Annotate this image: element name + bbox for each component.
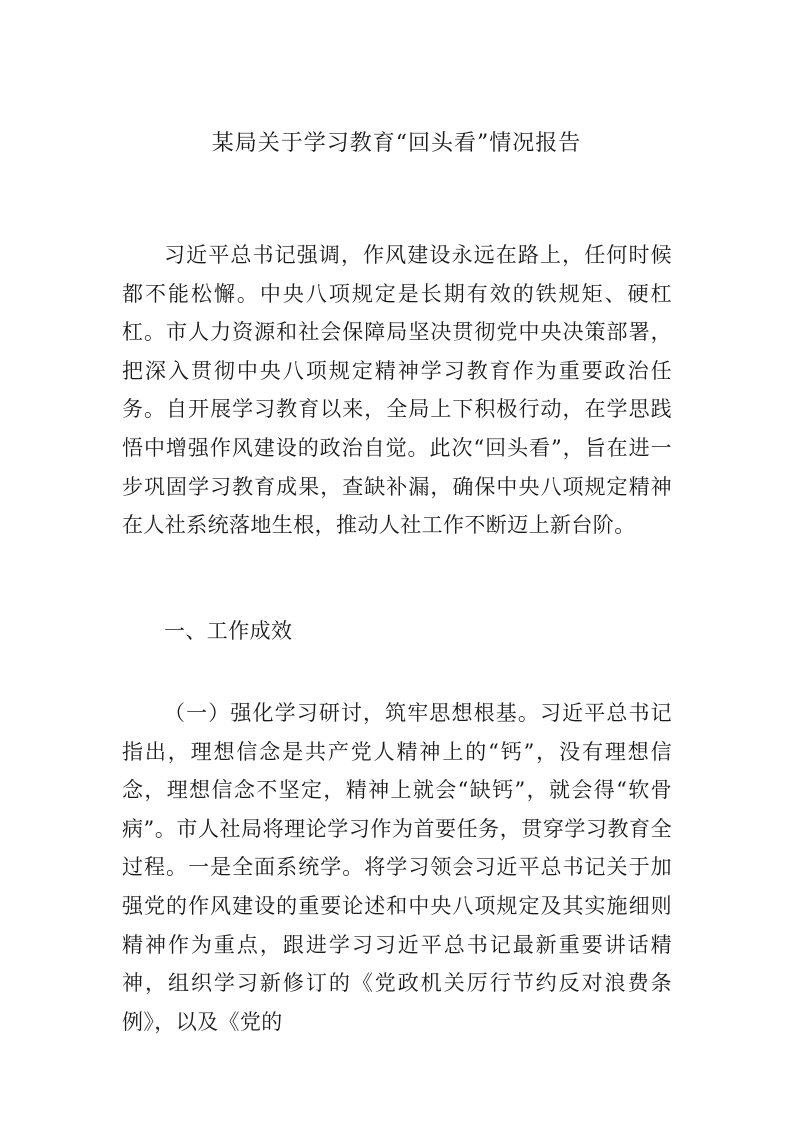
intro-paragraph: 习近平总书记强调，作风建设永远在路上，任何时候都不能松懈。中央八项规定是长期有效的铁规矩、硬杠杠。市人力资源和社会保障局坚决贯彻党中央决策部署，把深入贯彻中央八项规定精神学习教育作为重要政治任务。自开展学习教育以来，全局上下积极行动，在学思践悟中增强作风建设的政治自觉。此次“回头看”，旨在进一步巩固学习教育成果，查缺补漏，确保中央八项规定精神在人社系统落地生根，推动人社工作不断迈上新台阶。 <box>122 243 672 538</box>
section-paragraph: （一）强化学习研讨，筑牢思想根基。习近平总书记指出，理想信念是共产党人精神上的“钙”，没有理想信念，理想信念不坚定，精神上就会“缺钙”，就会得“软骨病”。市人社局将理论学习作为首要任务，贯穿学习教育全过程。一是全面系统学。将学习领会习近平总书记关于加强党的作风建设的重要论述和中央八项规定及其实施细则精神作为重点，跟进学习习近平总书记最新重要讲话精神，组织学习新修订的《党政机关厉行节约反对浪费条例》，以及《党的 <box>122 701 672 1034</box>
document-title: 某局关于学习教育“回头看”情况报告 <box>211 131 582 156</box>
section-heading: 一、工作成效 <box>164 619 293 643</box>
